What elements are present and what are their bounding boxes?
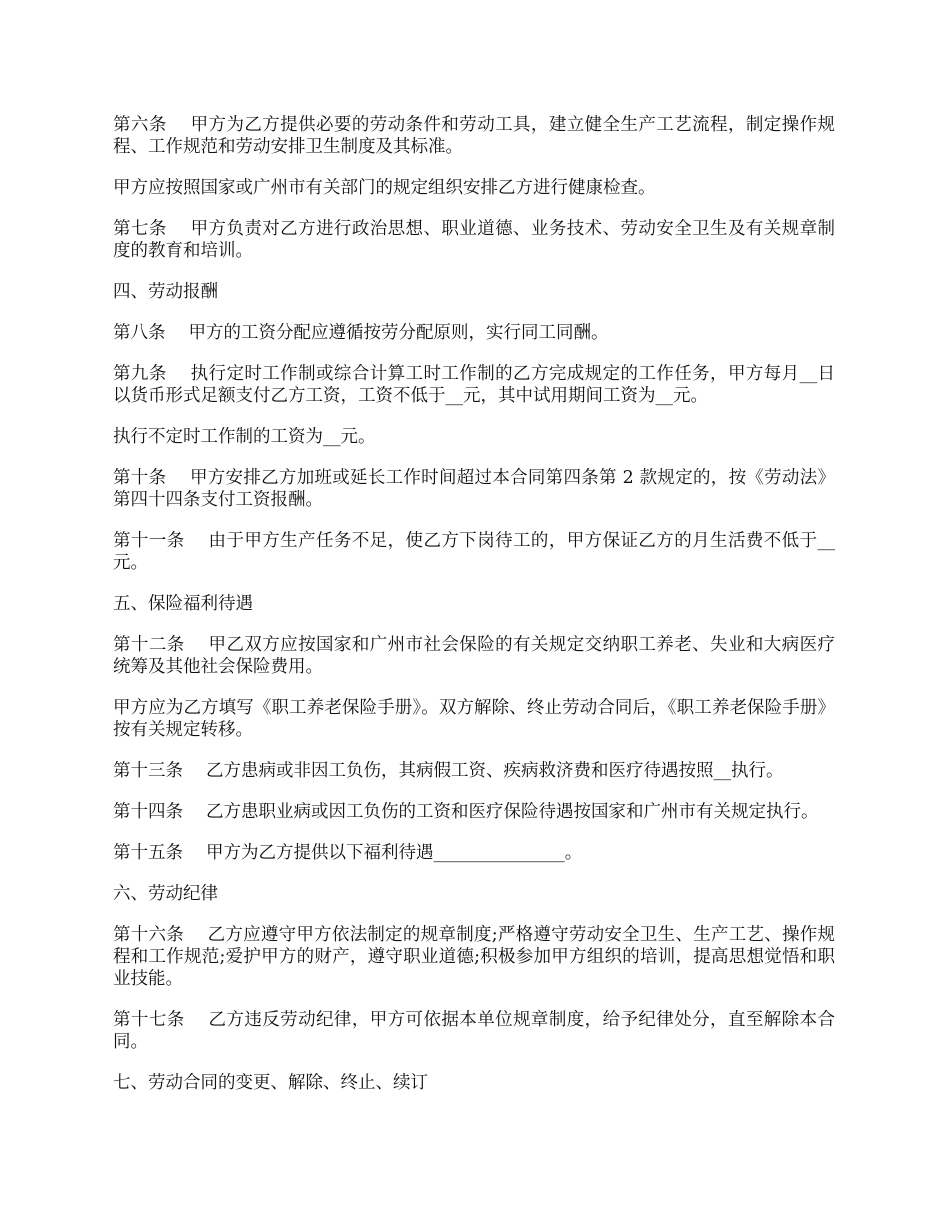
article-13: 第十三条 乙方患病或非因工负伤，其病假工资、疾病救济费和医疗待遇按照__执行。 [113,761,784,781]
article-12: 第十二条 甲乙双方应按国家和广州市社会保险的有关规定交纳职工养老、失业和大病医疗统筹及其他社会保险费用。 [113,635,835,677]
section-heading-labor-discipline: 六、劳动纪律 [113,884,218,904]
pension-handbook-paragraph: 甲方应为乙方填写《职工养老保险手册》。双方解除、终止劳动合同后，《职工养老保险手册》按有关规定转移。 [113,698,835,740]
article-9: 第九条 执行定时工作制或综合计算工时工作制的乙方完成规定的工作任务，甲方每月__日以货币形式足额支付乙方工资，工资不低于__元，其中试用期间工资为__元。 [113,364,835,406]
section-heading-remuneration: 四、劳动报酬 [113,282,218,302]
article-17: 第十七条 乙方违反劳动纪律，甲方可依据本单位规章制度，给予纪律处分，直至解除本合同。 [113,1010,835,1052]
article-14: 第十四条 乙方患职业病或因工负伤的工资和医疗保险待遇按国家和广州市有关规定执行。 [113,802,819,822]
section-heading-insurance-welfare: 五、保险福利待遇 [113,594,253,614]
article-7: 第七条 甲方负责对乙方进行政治思想、职业道德、业务技术、劳动安全卫生及有关规章制度的教育和培训。 [113,219,835,261]
article-6: 第六条 甲方为乙方提供必要的劳动条件和劳动工具，建立健全生产工艺流程，制定操作规程、工作规范和劳动安排卫生制度及其标准。 [113,115,835,157]
article-15: 第十五条 甲方为乙方提供以下福利待遇_______________。 [113,843,583,863]
document-page [113,114,835,1113]
article-10: 第十条 甲方安排乙方加班或延长工作时间超过本合同第四条第 2 款规定的，按《劳动法》第四十四条支付工资报酬。 [113,468,835,510]
health-check-paragraph: 甲方应按照国家或广州市有关部门的规定组织安排乙方进行健康检查。 [113,178,656,198]
section-heading-contract-changes: 七、劳动合同的变更、解除、终止、续订 [113,1073,428,1093]
non-fixed-hours-wage-paragraph: 执行不定时工作制的工资为__元。 [113,427,376,447]
article-8: 第八条 甲方的工资分配应遵循按劳分配原则，实行同工同酬。 [113,323,609,343]
article-16: 第十六条 乙方应遵守甲方依法制定的规章制度;严格遵守劳动安全卫生、生产工艺、操作规程和工作规范;爱护甲方的财产，遵守职业道德;积极参加甲方组织的培训，提高思想觉悟和职业技能。 [113,925,835,989]
article-11: 第十一条 由于甲方生产任务不足，使乙方下岗待工的，甲方保证乙方的月生活费不低于__元。 [113,531,835,573]
